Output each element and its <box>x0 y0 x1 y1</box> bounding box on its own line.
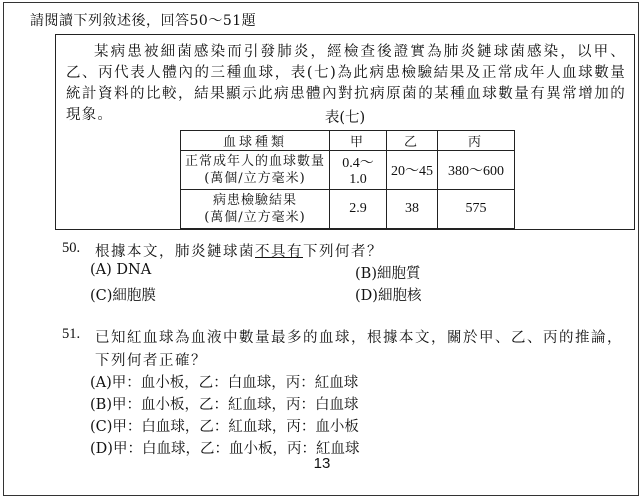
table-row <box>181 190 515 229</box>
question-51-line1: 已知紅血球為血液中數量最多的血球，根據本文，關於甲、乙、丙的推論， <box>95 330 623 346</box>
table-cell: 20～45 <box>387 151 438 190</box>
row-label-line: (萬個/立方毫米) <box>204 171 306 186</box>
blood-cell-table <box>180 130 515 229</box>
question-50-option-b[interactable]: (B)細胞質 <box>355 266 421 282</box>
table-cell: 0.4～1.0 <box>330 151 387 190</box>
table-cell: 380～600 <box>438 151 515 190</box>
page-number: 13 <box>313 455 331 472</box>
row-label-line: 正常成年人的血球數量 <box>185 154 326 169</box>
table-row <box>181 151 515 190</box>
passage-box <box>55 34 635 230</box>
row-label-line: (萬個/立方毫米) <box>204 210 306 225</box>
question-50-text <box>95 240 383 261</box>
question-51-line2: 下列何者正確？ <box>95 353 207 369</box>
question-50-prefix: 根據本文，肺炎鏈球菌 <box>95 244 255 260</box>
table-header-cell: 甲 <box>330 131 387 151</box>
passage-text: 某病患被細菌感染而引發肺炎，經檢查後證實為肺炎鏈球菌感染，以甲、乙、丙代表人體內的三種血球，表(七)為此病患檢驗結果及正常成年人血球數量統計資料的比較，結果顯示此病患體內對抗病原菌的某種血球數量有異常增加的現象。 <box>66 44 626 123</box>
question-50-option-c[interactable]: (C)細胞膜 <box>90 288 156 304</box>
question-50-number: 50. <box>62 240 81 256</box>
question-50-suffix: 下列何者？ <box>303 244 383 260</box>
question-50-option-d[interactable]: (D)細胞核 <box>355 288 422 304</box>
table-cell: 575 <box>438 190 515 229</box>
table-caption: 表(七) <box>324 110 366 126</box>
row-label-line: 病患檢驗結果 <box>212 193 297 208</box>
question-51-option-c[interactable]: (C)甲：白血球，乙：紅血球，丙：血小板 <box>90 419 359 435</box>
row-label <box>181 151 330 190</box>
instruction-text: 請閱讀下列敘述後，回答50～51題 <box>30 13 257 29</box>
table-header-row <box>181 131 515 151</box>
table-header-cell: 血球種類 <box>181 131 330 151</box>
row-label <box>181 190 330 229</box>
table-cell: 2.9 <box>330 190 387 229</box>
question-50-underlined: 不具有 <box>255 244 303 260</box>
question-51-option-b[interactable]: (B)甲：血小板，乙：紅血球，丙：白血球 <box>90 397 359 413</box>
table-header-cell: 乙 <box>387 131 438 151</box>
table-header-cell: 丙 <box>438 131 515 151</box>
table-cell: 38 <box>387 190 438 229</box>
question-51-number: 51. <box>62 326 81 342</box>
question-51-option-d[interactable]: (D)甲：白血球，乙：血小板，丙：紅血球 <box>90 441 360 457</box>
question-51-option-a[interactable]: (A)甲：血小板，乙：白血球，丙：紅血球 <box>90 375 359 391</box>
question-50-option-a[interactable]: (A) DNA <box>90 262 152 278</box>
